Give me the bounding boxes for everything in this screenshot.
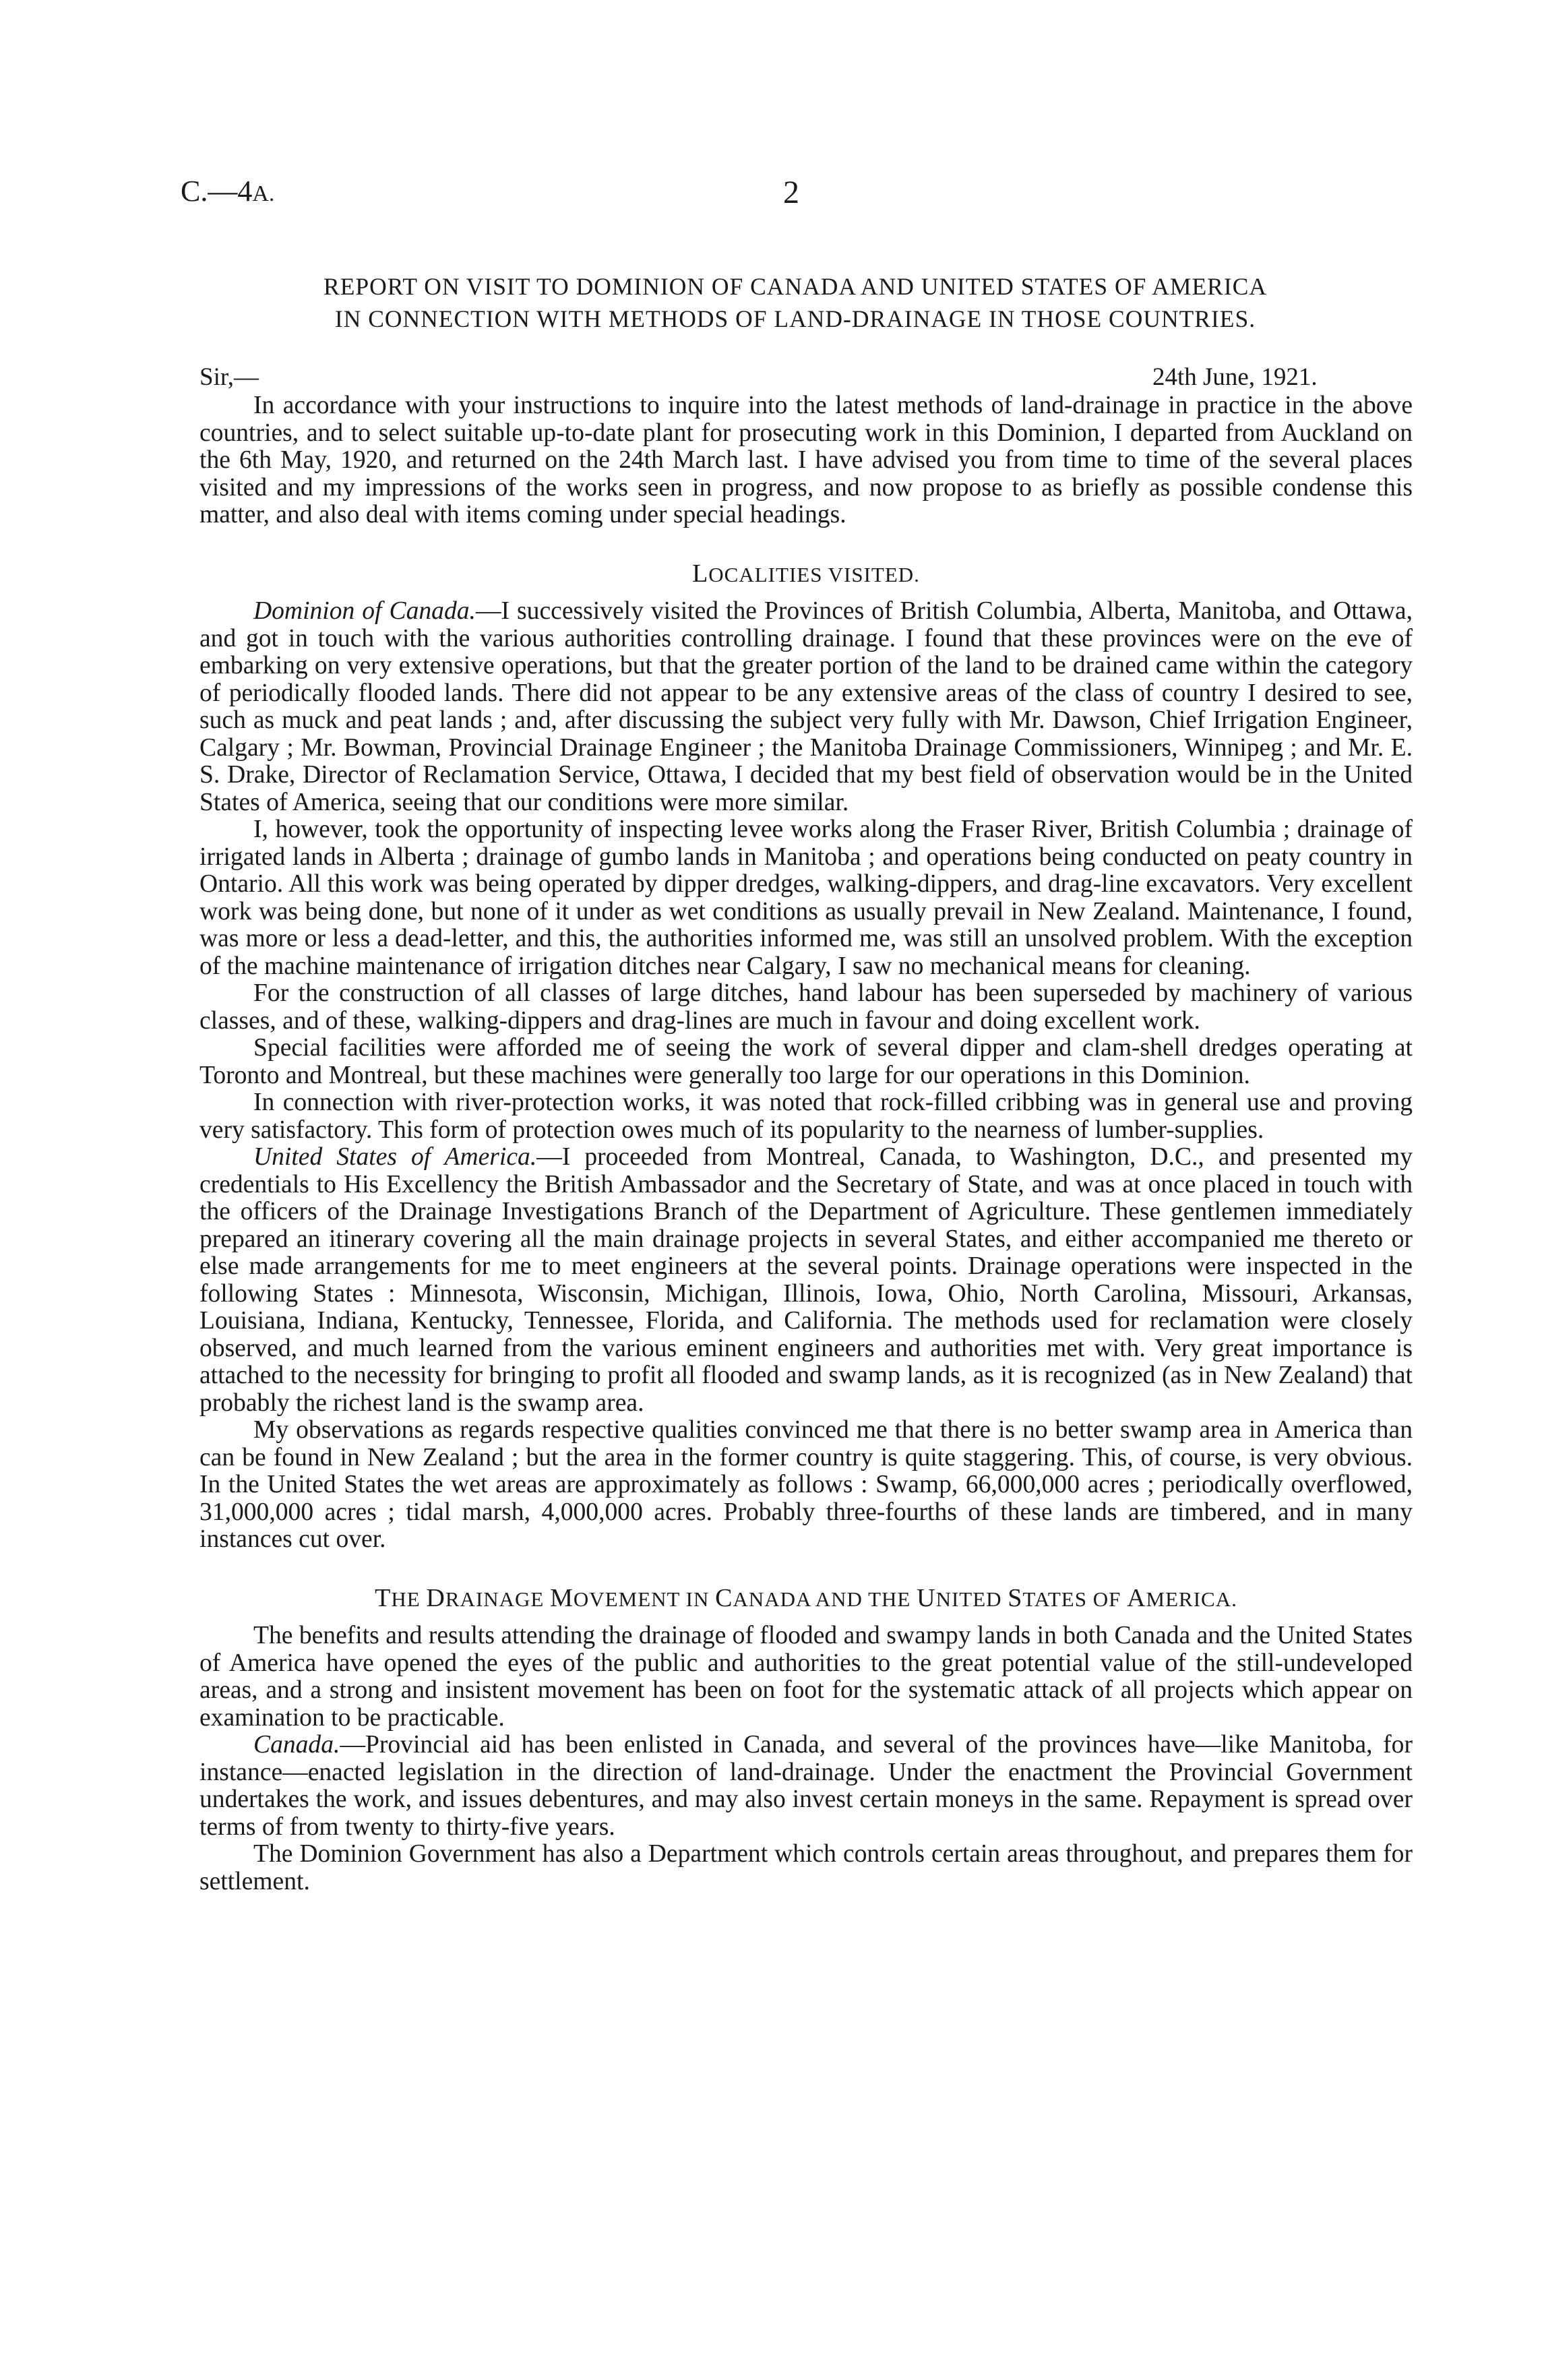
page-number: 2 [783, 175, 799, 210]
river-protection-paragraph: In connection with river-protection works, it was noted that rock-filled cribbing was in general use and proving very satisfactory. This form of protection owes much of its popularity to the nearness of lumber-supplies. [199, 1089, 1413, 1144]
levee-paragraph: I, however, took the opportunity of inspecting levee works along the Fraser River, British Columbia ; drainage of irrigated lands in Alberta ; drainage of gumbo lands in Manitoba ; and operations being conducted on peaty country in Ontario. All this work was being operated by dipper dredges, walking-dippers, and drag-line excavators. Very excellent work was being done, but none of it under as wet conditions as usually prevail in New Zealand. Maintenance, I found, was more or less a dead-letter, and this, the authorities informed me, was still an unsolved problem. With the exception of the machine maintenance of irrigation ditches near Calgary, I saw no mechanical means for cleaning. [199, 816, 1413, 980]
ditches-paragraph: For the construction of all classes of large ditches, hand labour has been superseded by machinery of various classes, and of these, walking-dippers and drag-lines are much in favour and doing excellent work. [199, 979, 1413, 1035]
usa-paragraph: United States of America.—I proceeded from Montreal, Canada, to Washington, D.C., and presented my credentials to His Excellency the British Ambassador and the Secretary of State, and was at once placed in touch with the officers of the Drainage Investigations Branch of the Department of Agriculture. These gentlemen immediately prepared an itinerary covering all the main drainage projects in several States, and either accompanied me thereto or else made arrangements for me to meet engineers at the several points. Drainage operations were inspected in the following States : Minnesota, Wisconsin, Michigan, Illinois, Iowa, Ohio, North Carolina, Missouri, Arkansas, Louisiana, Indiana, Kentucky, Tennessee, Florida, and California. The methods used for reclamation were closely observed, and much learned from the various eminent engineers and authorities met with. Very great importance is attached to the necessity for bringing to profit all flooded and swamp lands, as it is recognized (as in New Zealand) that probably the richest land is the swamp area. [199, 1143, 1413, 1417]
canada-paragraph: Dominion of Canada.—I successively visited the Provinces of British Columbia, Alberta, Manitoba, and Ottawa, and got in touch with the various authorities controlling drainage. I found that these provinces were on the eve of embarking on very extensive operations, but that the greater portion of the land to be drained came within the category of periodically flooded lands. There did not appear to be any extensive areas of the class of country I desired to see, such as muck and peat lands ; and, after discussing the subject very fully with Mr. Dawson, Chief Irrigation Engineer, Calgary ; Mr. Bowman, Provincial Drainage Engineer ; the Manitoba Drainage Commissioners, Winnipeg ; and Mr. E. S. Drake, Director of Reclamation Service, Ottawa, I decided that my best field of observation would be in the United States of America, seeing that our conditions were more similar. [199, 597, 1413, 816]
document-reference [181, 174, 274, 208]
salutation: Sir,— [199, 363, 259, 391]
report-title-line-1: REPORT ON VISIT TO DOMINION OF CANADA AND UNITED STATES OF AMERICA [323, 273, 1267, 300]
benefits-paragraph: The benefits and results attending the drainage of flooded and swampy lands in both Canada and the United States of America have opened the eyes of the public and authorities to the great potential value of the still-undeveloped areas, and a strong and insistent movement has been on foot for the systematic attack of all projects which appear on examination to be practicable. [199, 1622, 1413, 1732]
usa-lead: United States of America. [253, 1143, 537, 1171]
reference-suffix: A. [252, 181, 275, 206]
dominion-government-paragraph: The Dominion Government has also a Department which controls certain areas throughout, and prepares them for settlement. [199, 1840, 1413, 1895]
letter-date: 24th June, 1921. [1152, 363, 1318, 391]
canada-lead: Dominion of Canada. [253, 597, 476, 625]
canada-aid-paragraph: Canada.—Provincial aid has been enlisted in Canada, and several of the provinces have—like Manitoba, for instance—enacted legislation in the direction of land-drainage. Under the enactment the Provincial Government undertakes the work, and issues debentures, and may also invest certain moneys in the same. Repayment is spread over terms of from twenty to thirty-five years. [199, 1731, 1413, 1841]
dredges-paragraph: Special facilities were afforded me of seeing the work of several dipper and clam-shell dredges operating at Toronto and Montreal, but these machines were generally too large for our operations in this Dominion. [199, 1034, 1413, 1089]
report-title-line-2: IN CONNECTION WITH METHODS OF LAND-DRAINAGE IN THOSE COUNTRIES. [334, 305, 1256, 332]
section-heading-drainage-movement: THE DRAINAGE MOVEMENT IN CANADA AND THE UNITED STATES OF AMERICA. [375, 1583, 1237, 1612]
reference-prefix: C.—4 [181, 175, 253, 208]
report-body [199, 392, 1413, 1895]
intro-paragraph: In accordance with your instructions to inquire into the latest methods of land-drainage in practice in the above countries, and to select suitable up-to-date plant for prosecuting work in this Dominion, I departed from Auckland on the 6th May, 1920, and returned on the 24th March last. I have advised you from time to time of the several places visited and my impressions of the works seen in progress, and now propose to as briefly as possible condense this matter, and also deal with items coming under special headings. [199, 392, 1413, 528]
observations-paragraph: My observations as regards respective qualities convinced me that there is no better swamp area in America than can be found in New Zealand ; but the area in the former country is quite staggering. This, of course, is very obvious. In the United States the wet areas are approximately as follows : Swamp, 66,000,000 acres ; periodically overflowed, 31,000,000 acres ; tidal marsh, 4,000,000 acres. Probably three-fourths of these lands are timbered, and in many instances cut over. [199, 1416, 1413, 1553]
section-heading-localities: LOCALITIES VISITED. [692, 559, 920, 588]
canada-aid-lead: Canada. [253, 1731, 340, 1759]
